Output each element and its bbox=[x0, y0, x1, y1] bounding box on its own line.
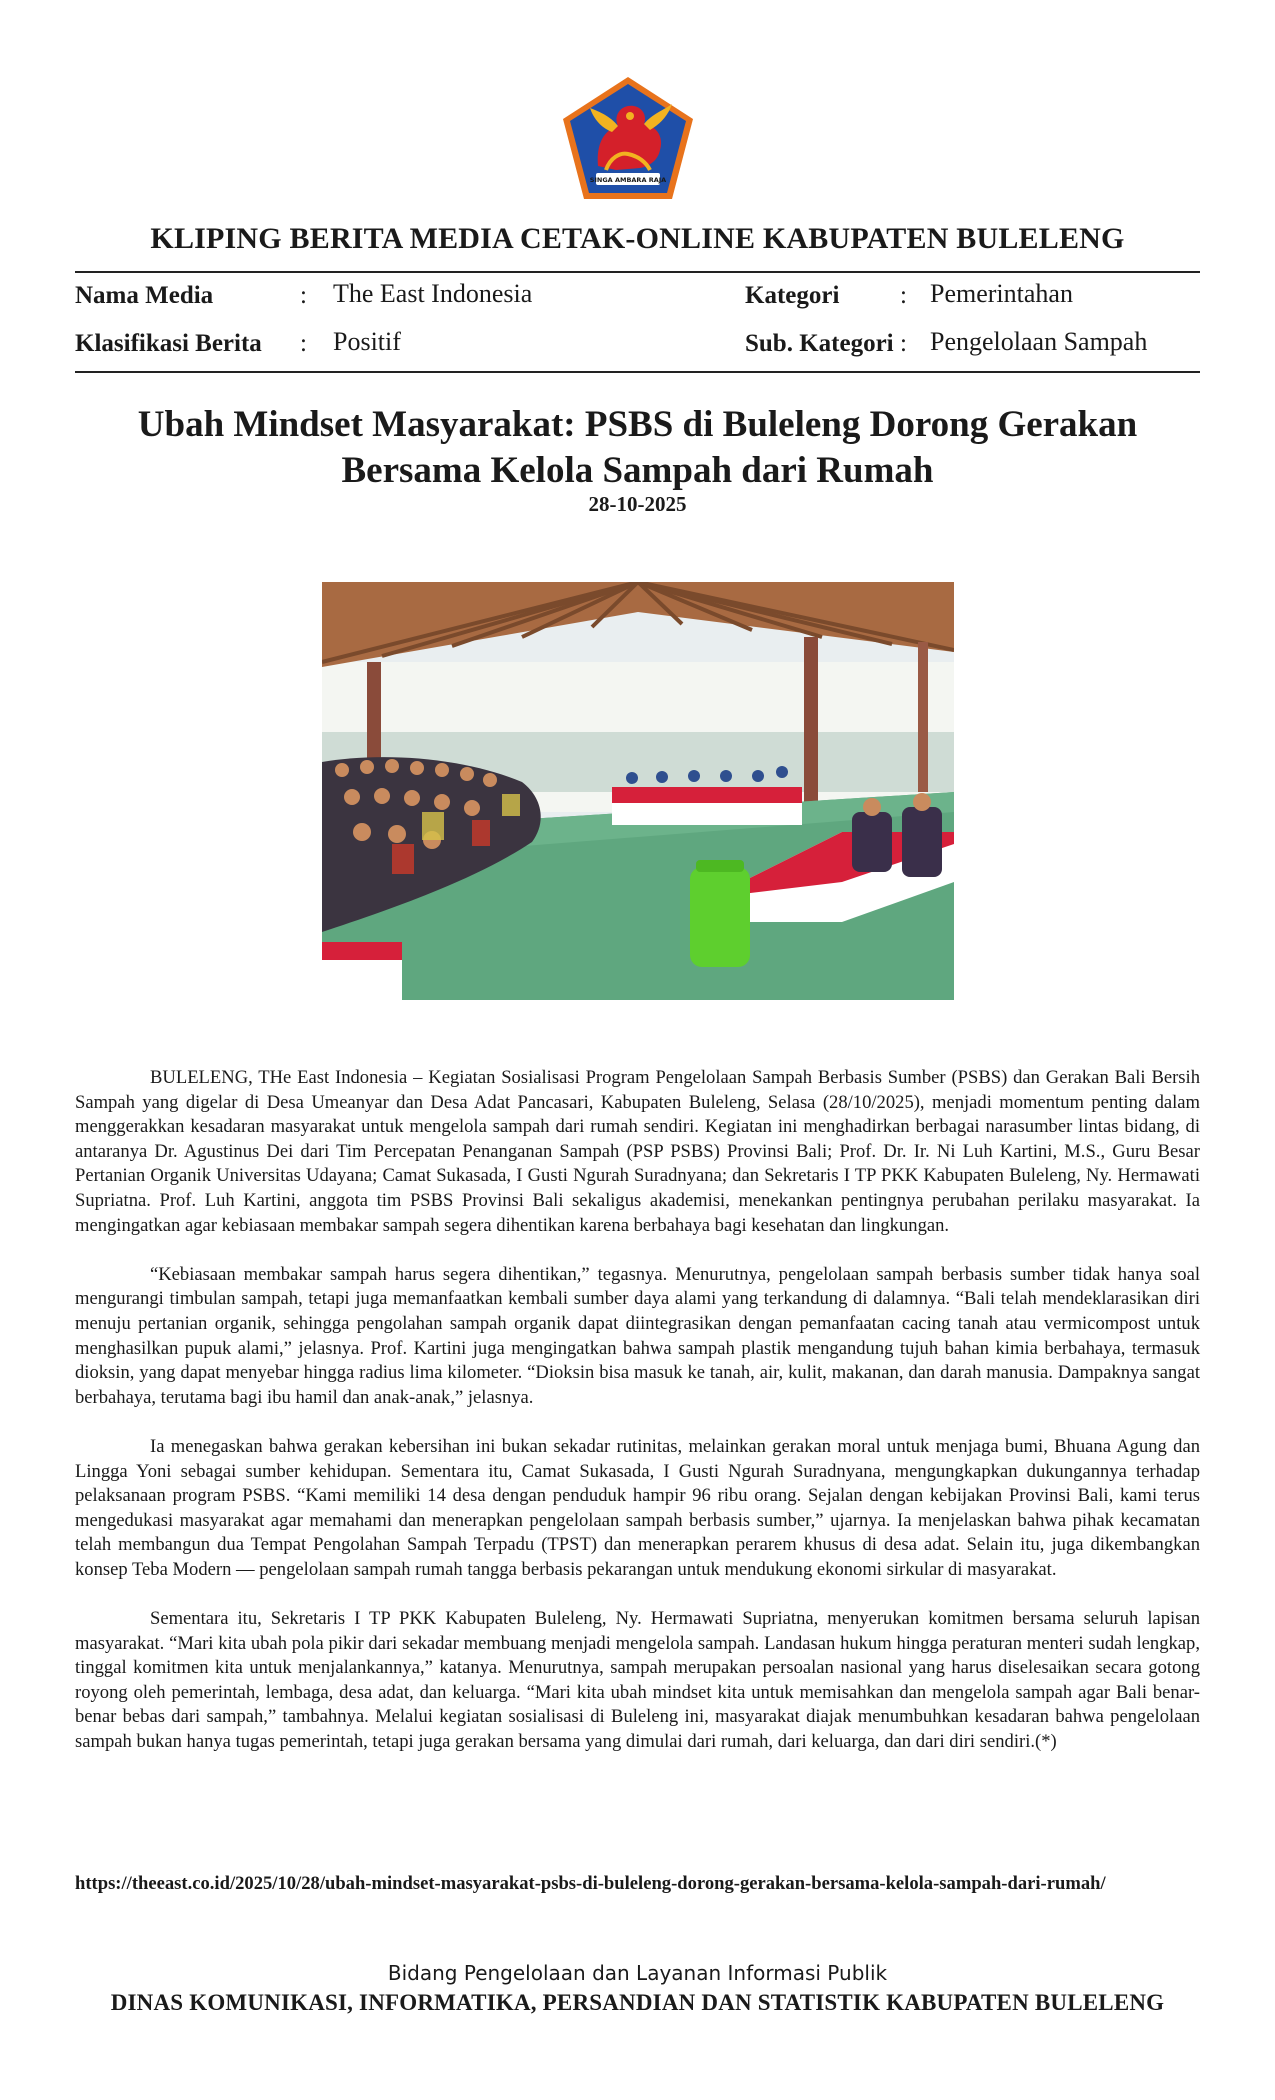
category-label: Kategori bbox=[745, 282, 840, 309]
article-date: 28-10-2025 bbox=[588, 492, 687, 516]
meta-colon: : bbox=[300, 330, 307, 357]
media-name-value: The East Indonesia bbox=[333, 279, 533, 308]
article-photo bbox=[322, 582, 954, 1000]
header-divider-top bbox=[75, 271, 1200, 273]
classification-label: Klasifikasi Berita bbox=[75, 330, 262, 357]
article-paragraph: Ia menegaskan bahwa gerakan kebersihan ini bukan sekadar rutinitas, melainkan gerakan moral untuk menjaga bumi, Bhuana Agung dan Lingga Yoni sebagai sumber kehidupan. Sementara itu, Camat Sukasada, I Gusti Ngurah Suradnyana, mengungkapkan dukungannya terhadap pelaksanaan program PSBS. “Kami memiliki 14 desa dengan penduduk hampir 96 ribu orang. Sejalan dengan kebijakan Provinsi Bali, kami terus mengedukasi masyarakat agar memahami dan menerapkan pengelolaan sampah berbasis sumber,” ujarnya. Ia menjelaskan bahwa pihak kecamatan telah membangun dua Tempat Pengolahan Sampah Terpadu (TPST) dan menerapkan perarem khusus di desa adat. Selain itu, juga dikembangkan konsep Teba Modern — pengelolaan sampah rumah tangga berbasis pekarangan untuk mendukung ekonomi sirkular di masyarakat. bbox=[75, 1435, 1200, 1580]
classification-value: Positif bbox=[333, 327, 401, 356]
article-paragraph: Sementara itu, Sekretaris I TP PKK Kabupaten Buleleng, Ny. Hermawati Supriatna, menyerukan komitmen bersama seluruh lapisan masyarakat. “Mari kita ubah pola pikir dari sekadar membuang menjadi mengelola sampah. Landasan hukum hingga peraturan menteri sudah lengkap, tinggal komitmen kita untuk menjalankannya,” katanya. Menurutnya, sampah merupakan persoalan nasional yang harus diselesaikan secara gotong royong oleh pemerintah, lembaga, desa adat, dan keluarga. “Mari kita ubah mindset kita untuk memisahkan dan mengelola sampah agar Bali benar-benar bebas dari sampah,” tambahnya. Melalui kegiatan sosialisasi di Buleleng ini, masyarakat diajak menumbuhkan kesadaran bahwa pengelolaan sampah bukan hanya tugas pemerintah, tetapi juga gerakan bersama yang dimulai dari rumah, dari keluarga, dan dari diri sendiri.(*) bbox=[75, 1608, 1200, 1753]
footer-agency: DINAS KOMUNIKASI, INFORMATIKA, PERSANDIAN DAN STATISTIK KABUPATEN BULELENG bbox=[110, 1990, 1165, 2015]
subcategory-value: Pengelolaan Sampah bbox=[930, 327, 1148, 356]
clipping-header-title: KLIPING BERITA MEDIA CETAK-ONLINE KABUPATEN BULELENG bbox=[150, 222, 1125, 255]
subcategory-label: Sub. Kategori bbox=[745, 330, 894, 357]
article-headline: Ubah Mindset Masyarakat: PSBS di Buleleng Dorong Gerakan Bersama Kelola Sampah dari Rumah bbox=[137, 404, 1138, 491]
meta-colon: : bbox=[900, 282, 907, 309]
footer-department: Bidang Pengelolaan dan Layanan Informasi Publik bbox=[387, 1961, 888, 1985]
category-value: Pemerintahan bbox=[930, 279, 1073, 308]
emblem-motto: SINGA AMBARA RAJA bbox=[589, 176, 667, 184]
source-link[interactable]: https://theeast.co.id/2025/10/28/ubah-mindset-masyarakat-psbs-di-buleleng-dorong-gerakan-bersama-kelola-sampah-dari-rumah/ bbox=[75, 1873, 1106, 1894]
meta-colon: : bbox=[300, 282, 307, 309]
buleleng-emblem-logo bbox=[560, 74, 696, 202]
article-paragraph: “Kebiasaan membakar sampah harus segera dihentikan,” tegasnya. Menurutnya, pengelolaan sampah berbasis sumber tidak hanya soal mengurangi timbulan sampah, tetapi juga memanfaatkan kembali sumber daya alami yang terkandung di dalamnya. “Bali telah mendeklarasikan diri menuju pertanian organik, sehingga pengolahan sampah organik dapat diintegrasikan dengan pemanfaatan cacing tanah atau vermicompost untuk menghasilkan pupuk alami,” jelasnya. Prof. Kartini juga mengingatkan bahwa sampah plastik mengandung tujuh bahan kimia berbahaya, termasuk dioksin, yang dapat menyebar hingga radius lima kilometer. “Dioksin bisa masuk ke tanah, air, kulit, makanan, dan darah manusia. Dampaknya sangat berbahaya, terutama bagi ibu hamil dan anak-anak,” jelasnya. bbox=[75, 1263, 1200, 1408]
meta-colon: : bbox=[900, 330, 907, 357]
article-paragraph: BULELENG, THe East Indonesia – Kegiatan Sosialisasi Program Pengelolaan Sampah Berbasis Sumber (PSBS) dan Gerakan Bali Bersih Sampah yang digelar di Desa Umeanyar dan Desa Adat Pancasari, Kabupaten Buleleng, Selasa (28/10/2025), menjadi momentum penting dalam menggerakkan kesadaran masyarakat untuk mengelola sampah dari rumah sendiri. Kegiatan ini menghadirkan berbagai narasumber lintas bidang, di antaranya Dr. Agustinus Dei dari Tim Percepatan Penanganan Sampah (PSP PSBS) Provinsi Bali; Prof. Dr. Ir. Ni Luh Kartini, M.S., Guru Besar Pertanian Organik Universitas Udayana; Camat Sukasada, I Gusti Ngurah Suradnyana; dan Sekretaris I TP PKK Kabupaten Buleleng, Ny. Hermawati Supriatna. Prof. Luh Kartini, anggota tim PSBS Provinsi Bali sekaligus akademisi, menekankan pentingnya perubahan perilaku masyarakat. Ia mengingatkan agar kebiasaan membakar sampah segera dihentikan karena berbahaya bagi kesehatan dan lingkungan. bbox=[75, 1067, 1200, 1236]
header-divider-bottom bbox=[75, 371, 1200, 373]
article-body bbox=[75, 1066, 1200, 1779]
media-name-label: Nama Media bbox=[75, 282, 214, 309]
